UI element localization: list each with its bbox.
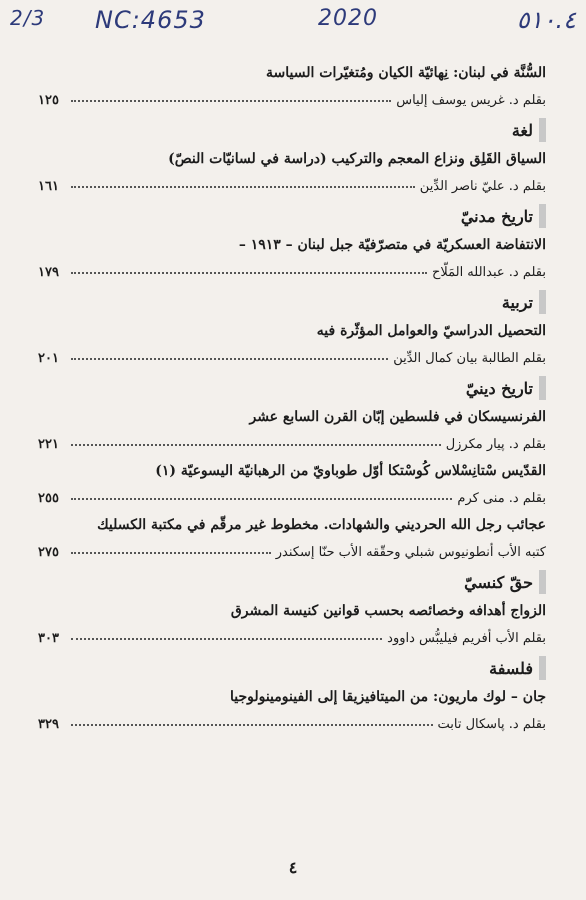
entry-author-line <box>38 482 546 506</box>
toc-section <box>38 568 546 646</box>
section-marker-bar <box>539 656 546 680</box>
entry-page-number: ١٢٥ <box>38 93 59 108</box>
toc-section <box>38 62 546 108</box>
entry-author: بقلم الطالبة بيان كمال الدِّين <box>393 351 546 366</box>
dot-leader <box>71 358 388 360</box>
entry-author: بقلم د. پيار مكرزل <box>445 437 546 452</box>
section-heading-wrap <box>38 654 546 682</box>
section-heading: فلسفة <box>489 658 533 678</box>
entry-title: السياق القَلِق ونزاع المعجم والتركيب (دراسة في لسانيّات النصّ) <box>168 151 546 167</box>
section-marker-bar <box>539 118 546 142</box>
entry-title: القدّيس سْتانِسْلاس كُوسْتكا أوّل طوباويّ من الرهبانيّة اليسوعيّة (١) <box>155 463 546 479</box>
entry-title: جان – لوك ماريون: من الميتافيزيقا إلى الفينومينولوجيا <box>229 689 546 705</box>
dot-leader <box>71 552 271 554</box>
entry-author: كتبه الأب أنطونيوس شبلي وحقّقه الأب حنّا إسكندر <box>275 545 546 560</box>
entry-author: بقلم الأب أفريم فيليبُّس داوود <box>387 631 546 646</box>
entry-author: بقلم د. منى كرم <box>457 491 546 506</box>
toc-section <box>38 654 546 732</box>
section-heading-wrap <box>38 568 546 596</box>
entry-author-line <box>38 342 546 366</box>
entry-author-line <box>38 170 546 194</box>
dot-leader <box>71 100 391 102</box>
table-of-contents <box>38 62 546 740</box>
entry-author-line <box>38 428 546 452</box>
entry-page-number: ٢٢١ <box>38 437 59 452</box>
dot-leader <box>71 444 441 446</box>
section-heading: تاريخ مدنيّ <box>460 206 533 226</box>
entry-title: الزواج أهدافه وخصائصه بحسب قوانين كنيسة المشرق <box>230 603 546 619</box>
entry-author: بقلم د. غريس يوسف إلياس <box>396 93 546 108</box>
toc-section <box>38 288 546 366</box>
entry-author: بقلم د. عبدالله المَلّاح <box>431 265 546 280</box>
handwritten-arabic-code: ٥١٠.٤ <box>516 6 576 34</box>
section-marker-bar <box>539 376 546 400</box>
dot-leader <box>71 498 452 500</box>
entry-title: التحصيل الدراسيّ والعوامل المؤثّرة فيه <box>316 323 546 339</box>
section-marker-bar <box>539 204 546 228</box>
entry-author-line <box>38 708 546 732</box>
section-heading-wrap <box>38 202 546 230</box>
entry-title: الانتفاضة العسكريّة في متصرّفيّة جبل لبنان – ١٩١٣ – <box>238 237 546 253</box>
handwritten-fraction: 2/3 <box>10 6 46 30</box>
page-number: ٤ <box>288 858 298 877</box>
dot-leader <box>71 638 382 640</box>
section-heading: تاريخ دينيّ <box>465 378 533 398</box>
section-marker-bar <box>539 290 546 314</box>
entry-author-line <box>38 84 546 108</box>
handwritten-year: 2020 <box>318 6 378 31</box>
entry-author: بقلم د. عليّ ناصر الدِّين <box>419 179 546 194</box>
section-heading-wrap <box>38 374 546 402</box>
entry-author-line <box>38 622 546 646</box>
toc-section <box>38 202 546 280</box>
section-heading: لغة <box>511 120 533 140</box>
entry-page-number: ٢٥٥ <box>38 491 59 506</box>
handwritten-code: NC:4653 <box>95 6 206 34</box>
entry-page-number: ٣٢٩ <box>38 717 59 732</box>
toc-section <box>38 116 546 194</box>
entry-author: بقلم د. پاسكال تابت <box>437 717 546 732</box>
dot-leader <box>71 272 427 274</box>
toc-section <box>38 374 546 560</box>
dot-leader <box>71 186 415 188</box>
entry-page-number: ١٧٩ <box>38 265 59 280</box>
entry-title: عجائب رجل الله الحرديني والشهادات. مخطوط غير مرقّم في مكتبة الكسليك <box>97 517 546 533</box>
entry-title: الفرنسيسكان في فلسطين إبّان القرن السابع عشر <box>249 409 546 425</box>
section-heading: تربية <box>501 292 533 312</box>
entry-page-number: ٢٠١ <box>38 351 59 366</box>
dot-leader <box>71 724 433 726</box>
entry-author-line <box>38 536 546 560</box>
entry-title: السُّنَّة في لبنان: نِهائيّة الكيان ومُتغيّرات السياسة <box>266 65 546 81</box>
section-heading-wrap <box>38 288 546 316</box>
entry-page-number: ٢٧٥ <box>38 545 59 560</box>
entry-author-line <box>38 256 546 280</box>
section-marker-bar <box>539 570 546 594</box>
section-heading-wrap <box>38 116 546 144</box>
entry-page-number: ٣٠٣ <box>38 631 59 646</box>
section-heading: حقّ كنسيّ <box>464 572 533 592</box>
entry-page-number: ١٦١ <box>38 179 59 194</box>
